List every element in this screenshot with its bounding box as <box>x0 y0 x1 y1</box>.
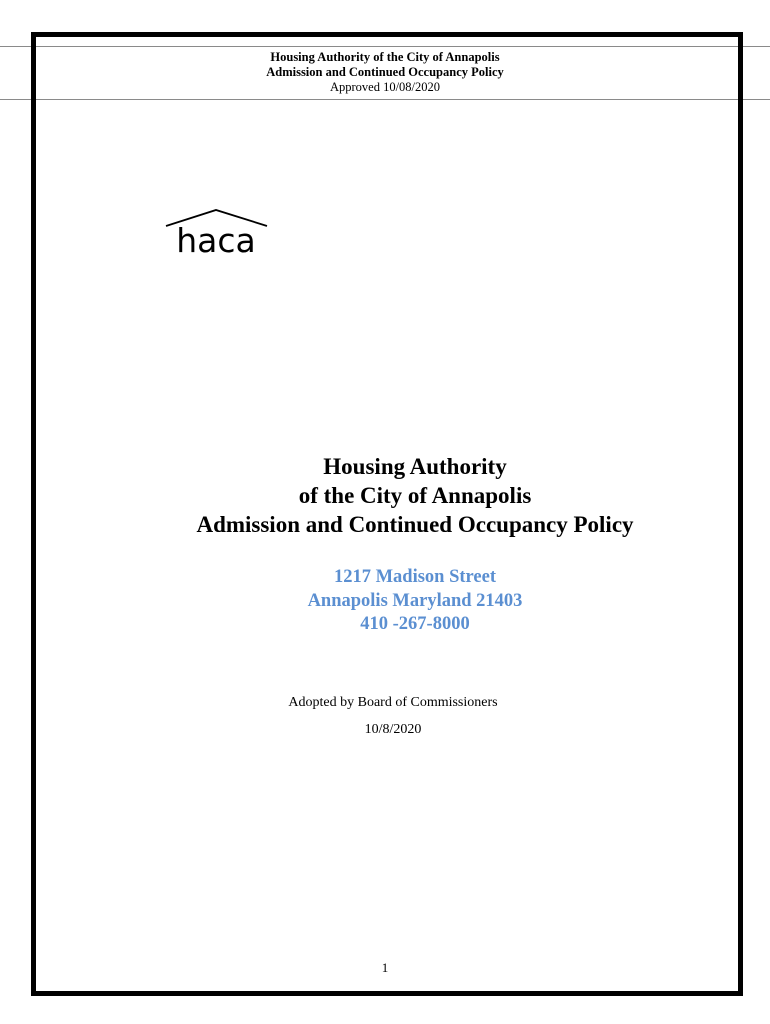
adoption-block <box>0 689 770 743</box>
header-approved-date: Approved 10/08/2020 <box>329 80 441 94</box>
contact-block <box>0 566 770 637</box>
city-state-zip: Annapolis Maryland 21403 <box>307 590 523 611</box>
header-policy-name: Admission and Continued Occupancy Policy <box>266 65 504 79</box>
document-title <box>0 452 770 539</box>
running-header <box>0 50 770 95</box>
adoption-date: 10/8/2020 <box>364 722 422 737</box>
street-address: 1217 Madison Street <box>333 567 497 587</box>
page-number: 1 <box>381 960 389 975</box>
logo-wordmark: haca <box>176 221 256 259</box>
house-roof-icon <box>163 207 271 259</box>
title-line-3: Admission and Continued Occupancy Policy <box>196 512 634 537</box>
phone-number: 410 -267-8000 <box>360 614 470 634</box>
title-line-1: Housing Authority <box>323 454 507 479</box>
title-line-2: of the City of Annapolis <box>298 483 532 508</box>
haca-logo <box>163 207 271 259</box>
header-org-name: Housing Authority of the City of Annapolis <box>270 50 500 64</box>
adoption-text: Adopted by Board of Commissioners <box>288 695 498 710</box>
